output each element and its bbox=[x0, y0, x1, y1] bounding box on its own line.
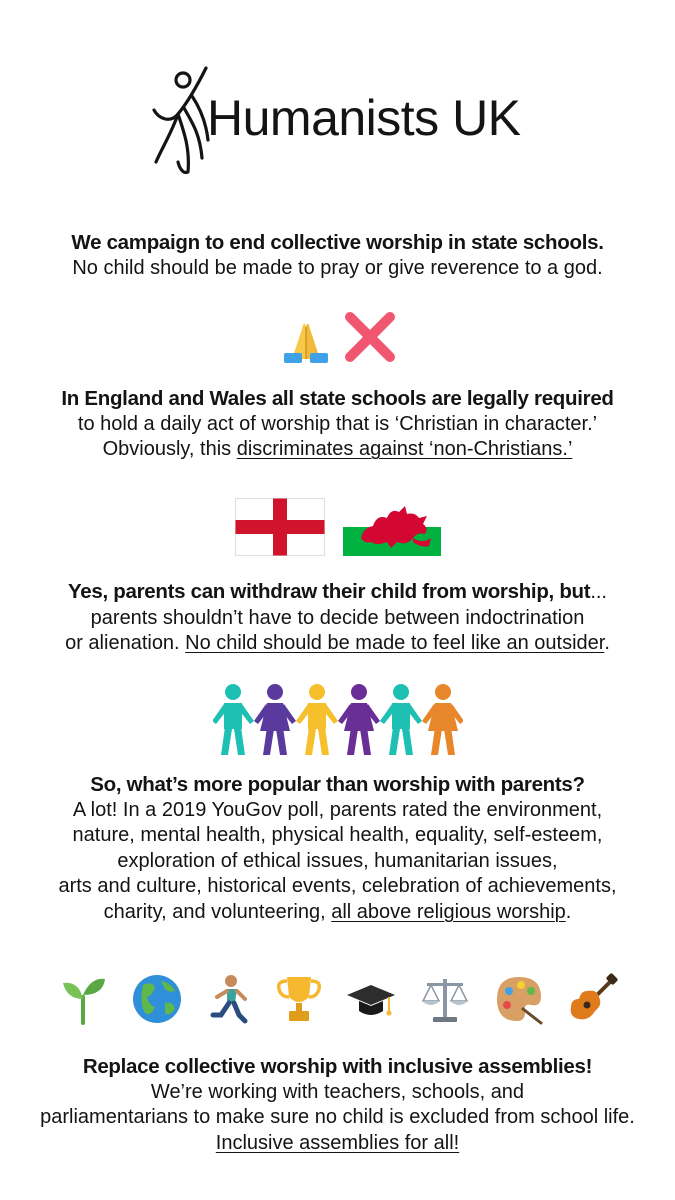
globe-icon bbox=[131, 973, 183, 1025]
legal-heading: In England and Wales all state schools are legally required bbox=[61, 387, 614, 410]
popular-line3: exploration of ethical issues, humanitarian issues, bbox=[117, 849, 558, 872]
section3-icons bbox=[0, 682, 675, 758]
popular-line4: arts and culture, historical events, celebration of achievements, bbox=[58, 875, 617, 897]
guitar-icon bbox=[567, 973, 619, 1025]
replace-line3 bbox=[0, 1131, 675, 1157]
replace-line2: parliamentarians to make sure no child is excluded from school life. bbox=[40, 1106, 635, 1128]
section-popular bbox=[0, 772, 675, 925]
popular-line5-suffix: . bbox=[565, 900, 572, 923]
logo bbox=[0, 62, 675, 178]
campaign-heading: We campaign to end collective worship in state schools. bbox=[71, 231, 604, 254]
campaign-body: No child should be made to pray or give reverence to a god. bbox=[72, 256, 603, 279]
outsider-link[interactable]: No child should be made to feel like an outsider bbox=[185, 632, 605, 654]
praying-hands-icon bbox=[278, 309, 334, 365]
legal-line3 bbox=[0, 437, 675, 463]
withdraw-line2: parents shouldn’t have to decide between indoctrination bbox=[90, 606, 585, 629]
inclusive-assemblies-link[interactable]: Inclusive assemblies for all! bbox=[215, 1131, 460, 1154]
section-replace bbox=[0, 1054, 675, 1156]
scales-icon bbox=[419, 973, 471, 1025]
withdraw-heading-line bbox=[0, 579, 675, 606]
section-legal bbox=[0, 386, 675, 463]
replace-heading: Replace collective worship with inclusive assemblies! bbox=[82, 1055, 593, 1078]
religious-worship-link[interactable]: all above religious worship bbox=[331, 900, 566, 923]
person-figure bbox=[296, 684, 338, 755]
withdraw-line3-suffix: . bbox=[604, 632, 610, 654]
england-flag-icon bbox=[235, 498, 325, 556]
popular-heading: So, what’s more popular than worship with parents? bbox=[90, 773, 585, 796]
replace-line1: We’re working with teachers, schools, and bbox=[150, 1080, 525, 1103]
seedling-icon bbox=[57, 973, 109, 1025]
graduation-cap-icon bbox=[345, 973, 397, 1025]
popular-line5-prefix: charity, and volunteering, bbox=[103, 900, 332, 923]
palette-icon bbox=[493, 973, 545, 1025]
running-child-icon bbox=[205, 973, 253, 1025]
cross-mark-icon bbox=[342, 309, 398, 365]
withdraw-ellipsis: ... bbox=[590, 581, 607, 603]
person-figure bbox=[338, 684, 380, 755]
trophy-icon bbox=[275, 973, 323, 1025]
people-chain-icon bbox=[213, 683, 463, 757]
popular-line5 bbox=[0, 900, 675, 926]
withdraw-heading: Yes, parents can withdraw their child from worship, but bbox=[68, 580, 591, 603]
person-figure bbox=[422, 684, 463, 755]
person-figure bbox=[254, 684, 296, 755]
legal-line2: to hold a daily act of worship that is ‘Christian in character.’ bbox=[77, 412, 598, 435]
section-campaign bbox=[0, 230, 675, 281]
popular-line1: A lot! In a 2019 YouGov poll, parents rated the environment, bbox=[72, 798, 603, 821]
withdraw-line3 bbox=[0, 631, 675, 657]
legal-line3-prefix: Obviously, this bbox=[102, 438, 237, 460]
section4-icons bbox=[0, 972, 675, 1026]
section1-icons bbox=[0, 308, 675, 366]
discrimination-link[interactable]: discriminates against ‘non-Christians.’ bbox=[236, 438, 573, 460]
section2-icons bbox=[0, 496, 675, 558]
popular-line2: nature, mental health, physical health, equality, self-esteem, bbox=[72, 824, 603, 846]
withdraw-line3-prefix: or alienation. bbox=[65, 632, 186, 654]
person-figure bbox=[213, 684, 254, 755]
wales-flag-icon bbox=[343, 498, 441, 556]
section-withdraw bbox=[0, 579, 675, 657]
person-figure bbox=[380, 684, 422, 755]
logo-wordmark: Humanists UK bbox=[207, 90, 521, 146]
